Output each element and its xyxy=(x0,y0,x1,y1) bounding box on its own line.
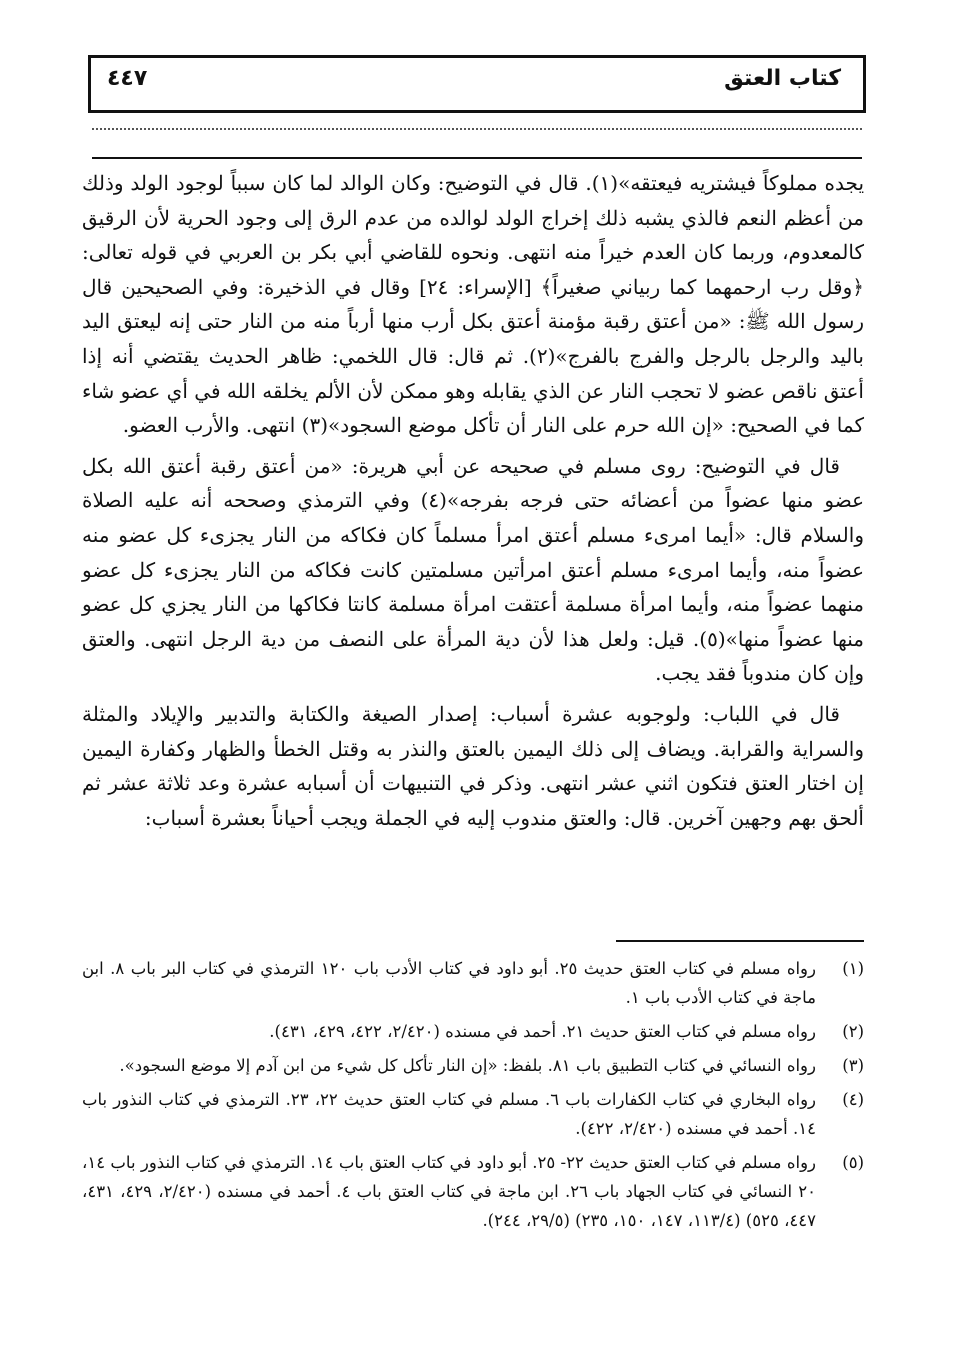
header-title: كتاب العتق xyxy=(724,66,841,91)
footnote-number: (٢) xyxy=(842,1022,864,1041)
footnote-number: (١) xyxy=(842,959,864,978)
dotted-divider xyxy=(92,128,862,130)
running-header xyxy=(88,55,866,113)
paragraph: يجده مملوكاً فيشتريه فيعتقه»(١). قال في التوضيح: وكان الوالد لما كان سبباً لوجود الولد وذلك من أعظم النعم فالذي يشبه ذلك إخراج الولد لوالده من عدم الرق إلى وجود الحرية لأن الرقيق كالمعدوم، وربما كان العدم خيراً منه انتهى. ونحوه للقاضي أبي بكر بن العربي في قوله تعالى: ﴿وقل رب ارحمهما كما ربياني صغيراً﴾ [الإسراء: ٢٤] وقال في الذخيرة: وفي الصحيحين قال رسول الله ﷺ: «من أعتق رقبة مؤمنة أعتق بكل أرب منها أرباً منه من النار حتى إنه ليعتق اليد باليد والرجل بالرجل والفرج بالفرج»(٢). ثم قال: قال اللخمي: ظاهر الحديث يقتضي أنه إذا أعتق ناقص عضو لا تحجب النار عن الذي يقابله وهو ممكن لأن الألم يخلقه الله في أي عضو شاء كما في الصحيح: «إن الله حرم على النار أن تأكل موضع السجود»(٣) انتهى. والأرب العضو. xyxy=(82,171,865,438)
footnote-text: رواه البخاري في كتاب الكفارات باب ٦. مسلم في كتاب العتق حديث ٢٢، ٢٣. الترمذي في كتاب النذور باب ١٤. أحمد في مسنده (٢/٤٢٠، ٤٢٢). xyxy=(82,1090,817,1138)
footnote xyxy=(82,1051,864,1080)
footnote-text: رواه النسائي في كتاب التطبيق باب ٨١. بلفظ: «إن النار تأكل كل شيء من ابن آدم إلا موضع السجود». xyxy=(119,1056,816,1075)
footnote-text: رواه مسلم في كتاب العتق حديث ٢١. أحمد في مسنده (٢/٤٢٠، ٤٢٢، ٤٢٩، ٤٣١). xyxy=(269,1022,816,1041)
footnote-rule xyxy=(616,940,864,942)
header-rule xyxy=(92,157,862,159)
main-text xyxy=(82,166,864,841)
footnote xyxy=(82,1017,864,1046)
footnote xyxy=(82,1085,864,1143)
footnote-text: رواه مسلم في كتاب العتق حديث ٢٥. أبو داود في كتاب الأدب باب ١٢٠ الترمذي في كتاب البر باب ٨. ابن ماجة في كتاب الأدب باب ١. xyxy=(82,959,816,1007)
footnote-text: رواه مسلم في كتاب العتق حديث ٢٢- ٢٥. أبو داود في كتاب العتق باب ١٤. الترمذي في كتاب النذور باب ١٤، ٢٠ النسائي في كتاب الجهاد باب ٢٦. ابن ماجة في كتاب العتق باب ٤. أحمد في مسنده (٢/٤٢٠، ٤٢٩، ٤٣١، ٤٤٧، ٥٢٥) (١١٣/٤، ١٤٧، ١٥٠، ٢٣٥) (٢٩/٥، ٢٤٤). xyxy=(82,1153,817,1230)
footnote xyxy=(82,954,864,1012)
page-number: ٤٤٧ xyxy=(107,66,148,91)
paragraph: قال في التوضيح: روى مسلم في صحيحه عن أبي هريرة: «من أعتق رقبة أعتق الله بكل عضو منها عضواً من أعضائه حتى فرجه بفرجه»(٤) وفي الترمذي وصححه أنه عليه الصلاة والسلام قال: «أيما امرىء مسلم أعتق امرأ مسلماً كان فكاكه من النار يجزىء كل عضو منه عضواً منه، وأيما امرىء مسلم أعتق امرأتين مسلمتين كانت فكاكه من النار يجزىء كل عضو منهما عضواً منه، وأيما امرأة مسلمة أعتقت امرأة مسلمة كانتا فكاكها من النار يجزي كل عضو منها عضواً منها»(٥). قيل: ولعل هذا لأن دية المرأة على النصف من دية الرجل انتهى. والعتق وإن كان مندوباً فقد يجب. xyxy=(82,453,865,686)
footnote-number: (٤) xyxy=(842,1090,864,1109)
footnote xyxy=(82,1148,864,1235)
footnote-number: (٥) xyxy=(842,1153,864,1172)
paragraph: قال في اللباب: ولوجوبه عشرة أسباب: إصدار الصيغة والكتابة والتدبير والإيلاد والمثلة والسراية والقرابة. ويضاف إلى ذلك اليمين بالعتق والنذر به وقتل الخطأ والظهار وكفارة اليمين إن اختار العتق فتكون اثني عشر انتهى. وذكر في التنبيهات أن أسبابه عشرة وعد ثلاثة عشر ثم ألحق بهم وجهين آخرين. قال: والعتق مندوب إليه في الجملة ويجب أحياناً بعشرة أسباب: xyxy=(82,701,864,830)
footnotes xyxy=(82,954,864,1240)
footnote-number: (٣) xyxy=(842,1056,864,1075)
